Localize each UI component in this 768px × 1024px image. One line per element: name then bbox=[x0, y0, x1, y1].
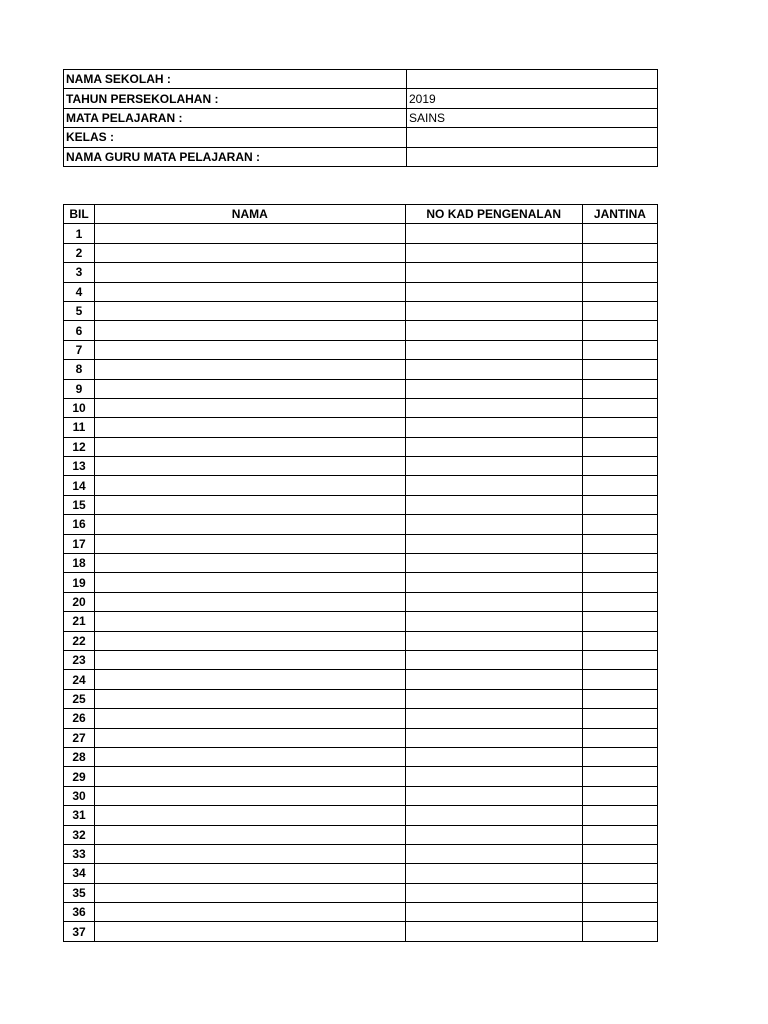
name-cell[interactable] bbox=[95, 922, 406, 941]
gender-cell[interactable] bbox=[582, 573, 657, 592]
table-row bbox=[64, 476, 658, 495]
ic-number-cell[interactable] bbox=[405, 650, 582, 669]
info-label: MATA PELAJARAN : bbox=[64, 108, 407, 127]
name-cell[interactable] bbox=[95, 825, 406, 844]
row-number: 32 bbox=[64, 825, 95, 844]
name-cell[interactable] bbox=[95, 689, 406, 708]
row-number: 12 bbox=[64, 437, 95, 456]
table-row bbox=[64, 806, 658, 825]
ic-number-cell[interactable] bbox=[405, 263, 582, 282]
name-cell[interactable] bbox=[95, 844, 406, 863]
gender-cell[interactable] bbox=[582, 806, 657, 825]
ic-number-cell[interactable] bbox=[405, 379, 582, 398]
row-number: 14 bbox=[64, 476, 95, 495]
table-row bbox=[64, 340, 658, 359]
name-cell[interactable] bbox=[95, 573, 406, 592]
row-number: 18 bbox=[64, 554, 95, 573]
ic-number-cell[interactable] bbox=[405, 457, 582, 476]
gender-cell[interactable] bbox=[582, 650, 657, 669]
ic-number-cell[interactable] bbox=[405, 670, 582, 689]
info-value-field[interactable] bbox=[407, 128, 658, 147]
ic-number-cell[interactable] bbox=[405, 786, 582, 805]
row-number: 22 bbox=[64, 631, 95, 650]
gender-cell[interactable] bbox=[582, 360, 657, 379]
name-cell[interactable] bbox=[95, 864, 406, 883]
ic-number-cell[interactable] bbox=[405, 631, 582, 650]
row-number: 19 bbox=[64, 573, 95, 592]
row-number: 25 bbox=[64, 689, 95, 708]
gender-cell[interactable] bbox=[582, 340, 657, 359]
name-cell[interactable] bbox=[95, 728, 406, 747]
name-cell[interactable] bbox=[95, 515, 406, 534]
table-row bbox=[64, 243, 658, 262]
table-row bbox=[64, 437, 658, 456]
gender-cell[interactable] bbox=[582, 224, 657, 243]
ic-number-cell[interactable] bbox=[405, 476, 582, 495]
row-number: 34 bbox=[64, 864, 95, 883]
table-row bbox=[64, 573, 658, 592]
info-value-field[interactable]: 2019 bbox=[407, 89, 658, 108]
name-cell[interactable] bbox=[95, 437, 406, 456]
ic-number-cell[interactable] bbox=[405, 864, 582, 883]
info-row bbox=[64, 108, 658, 127]
header-bil: BIL bbox=[64, 205, 95, 224]
row-number: 10 bbox=[64, 398, 95, 417]
row-number: 21 bbox=[64, 612, 95, 631]
gender-cell[interactable] bbox=[582, 689, 657, 708]
ic-number-cell[interactable] bbox=[405, 689, 582, 708]
row-number: 33 bbox=[64, 844, 95, 863]
row-number: 15 bbox=[64, 495, 95, 514]
name-cell[interactable] bbox=[95, 592, 406, 611]
name-cell[interactable] bbox=[95, 301, 406, 320]
gender-cell[interactable] bbox=[582, 592, 657, 611]
ic-number-cell[interactable] bbox=[405, 903, 582, 922]
ic-number-cell[interactable] bbox=[405, 612, 582, 631]
name-cell[interactable] bbox=[95, 224, 406, 243]
ic-number-cell[interactable] bbox=[405, 418, 582, 437]
table-row bbox=[64, 689, 658, 708]
gender-cell[interactable] bbox=[582, 301, 657, 320]
ic-number-cell[interactable] bbox=[405, 321, 582, 340]
row-number: 11 bbox=[64, 418, 95, 437]
gender-cell[interactable] bbox=[582, 631, 657, 650]
row-number: 27 bbox=[64, 728, 95, 747]
ic-number-cell[interactable] bbox=[405, 554, 582, 573]
table-row bbox=[64, 903, 658, 922]
gender-cell[interactable] bbox=[582, 437, 657, 456]
table-row bbox=[64, 495, 658, 514]
name-cell[interactable] bbox=[95, 903, 406, 922]
row-number: 9 bbox=[64, 379, 95, 398]
row-number: 31 bbox=[64, 806, 95, 825]
name-cell[interactable] bbox=[95, 379, 406, 398]
row-number: 23 bbox=[64, 650, 95, 669]
gender-cell[interactable] bbox=[582, 709, 657, 728]
name-cell[interactable] bbox=[95, 883, 406, 902]
gender-cell[interactable] bbox=[582, 379, 657, 398]
table-row bbox=[64, 864, 658, 883]
name-cell[interactable] bbox=[95, 476, 406, 495]
table-row bbox=[64, 515, 658, 534]
ic-number-cell[interactable] bbox=[405, 767, 582, 786]
row-number: 17 bbox=[64, 534, 95, 553]
gender-cell[interactable] bbox=[582, 786, 657, 805]
row-number: 24 bbox=[64, 670, 95, 689]
row-number: 2 bbox=[64, 243, 95, 262]
table-row bbox=[64, 786, 658, 805]
table-row bbox=[64, 398, 658, 417]
gender-cell[interactable] bbox=[582, 554, 657, 573]
table-row bbox=[64, 728, 658, 747]
gender-cell[interactable] bbox=[582, 534, 657, 553]
row-number: 3 bbox=[64, 263, 95, 282]
row-number: 4 bbox=[64, 282, 95, 301]
table-row bbox=[64, 825, 658, 844]
info-label: KELAS : bbox=[64, 128, 407, 147]
table-row bbox=[64, 534, 658, 553]
ic-number-cell[interactable] bbox=[405, 534, 582, 553]
table-row bbox=[64, 301, 658, 320]
ic-number-cell[interactable] bbox=[405, 495, 582, 514]
name-cell[interactable] bbox=[95, 243, 406, 262]
row-number: 20 bbox=[64, 592, 95, 611]
gender-cell[interactable] bbox=[582, 844, 657, 863]
table-row bbox=[64, 379, 658, 398]
ic-number-cell[interactable] bbox=[405, 806, 582, 825]
header-no-kad-pengenalan: NO KAD PENGENALAN bbox=[405, 205, 582, 224]
name-cell[interactable] bbox=[95, 806, 406, 825]
gender-cell[interactable] bbox=[582, 767, 657, 786]
table-row bbox=[64, 844, 658, 863]
table-row bbox=[64, 767, 658, 786]
name-cell[interactable] bbox=[95, 263, 406, 282]
gender-cell[interactable] bbox=[582, 864, 657, 883]
ic-number-cell[interactable] bbox=[405, 883, 582, 902]
info-value-field[interactable] bbox=[407, 70, 658, 89]
row-number: 36 bbox=[64, 903, 95, 922]
gender-cell[interactable] bbox=[582, 495, 657, 514]
gender-cell[interactable] bbox=[582, 612, 657, 631]
gender-cell[interactable] bbox=[582, 418, 657, 437]
info-label: TAHUN PERSEKOLAHAN : bbox=[64, 89, 407, 108]
info-row bbox=[64, 147, 658, 166]
header-jantina: JANTINA bbox=[582, 205, 657, 224]
ic-number-cell[interactable] bbox=[405, 573, 582, 592]
name-cell[interactable] bbox=[95, 650, 406, 669]
gender-cell[interactable] bbox=[582, 825, 657, 844]
name-cell[interactable] bbox=[95, 495, 406, 514]
table-row bbox=[64, 360, 658, 379]
name-cell[interactable] bbox=[95, 398, 406, 417]
row-number: 8 bbox=[64, 360, 95, 379]
table-row bbox=[64, 321, 658, 340]
ic-number-cell[interactable] bbox=[405, 437, 582, 456]
name-cell[interactable] bbox=[95, 554, 406, 573]
ic-number-cell[interactable] bbox=[405, 515, 582, 534]
info-row bbox=[64, 89, 658, 108]
gender-cell[interactable] bbox=[582, 747, 657, 766]
gender-cell[interactable] bbox=[582, 398, 657, 417]
info-row bbox=[64, 70, 658, 89]
row-number: 1 bbox=[64, 224, 95, 243]
table-row bbox=[64, 457, 658, 476]
row-number: 29 bbox=[64, 767, 95, 786]
ic-number-cell[interactable] bbox=[405, 360, 582, 379]
row-number: 6 bbox=[64, 321, 95, 340]
name-cell[interactable] bbox=[95, 612, 406, 631]
table-row bbox=[64, 670, 658, 689]
table-row bbox=[64, 224, 658, 243]
name-cell[interactable] bbox=[95, 457, 406, 476]
name-cell[interactable] bbox=[95, 360, 406, 379]
table-row bbox=[64, 747, 658, 766]
gender-cell[interactable] bbox=[582, 922, 657, 941]
info-label: NAMA SEKOLAH : bbox=[64, 70, 407, 89]
ic-number-cell[interactable] bbox=[405, 747, 582, 766]
header-nama: NAMA bbox=[95, 205, 406, 224]
table-row bbox=[64, 883, 658, 902]
gender-cell[interactable] bbox=[582, 476, 657, 495]
name-cell[interactable] bbox=[95, 321, 406, 340]
ic-number-cell[interactable] bbox=[405, 709, 582, 728]
gender-cell[interactable] bbox=[582, 243, 657, 262]
ic-number-cell[interactable] bbox=[405, 922, 582, 941]
ic-number-cell[interactable] bbox=[405, 844, 582, 863]
name-cell[interactable] bbox=[95, 767, 406, 786]
school-info-table bbox=[63, 69, 658, 167]
student-list-table bbox=[63, 204, 658, 942]
gender-cell[interactable] bbox=[582, 670, 657, 689]
ic-number-cell[interactable] bbox=[405, 243, 582, 262]
table-row bbox=[64, 418, 658, 437]
row-number: 28 bbox=[64, 747, 95, 766]
row-number: 13 bbox=[64, 457, 95, 476]
table-row bbox=[64, 709, 658, 728]
gender-cell[interactable] bbox=[582, 883, 657, 902]
ic-number-cell[interactable] bbox=[405, 224, 582, 243]
row-number: 16 bbox=[64, 515, 95, 534]
row-number: 7 bbox=[64, 340, 95, 359]
row-number: 37 bbox=[64, 922, 95, 941]
table-row bbox=[64, 554, 658, 573]
table-row bbox=[64, 650, 658, 669]
table-header-row bbox=[64, 205, 658, 224]
table-row bbox=[64, 922, 658, 941]
ic-number-cell[interactable] bbox=[405, 592, 582, 611]
gender-cell[interactable] bbox=[582, 515, 657, 534]
table-row bbox=[64, 282, 658, 301]
ic-number-cell[interactable] bbox=[405, 728, 582, 747]
name-cell[interactable] bbox=[95, 282, 406, 301]
info-label: NAMA GURU MATA PELAJARAN : bbox=[64, 147, 407, 166]
info-value-field[interactable] bbox=[407, 147, 658, 166]
ic-number-cell[interactable] bbox=[405, 340, 582, 359]
ic-number-cell[interactable] bbox=[405, 301, 582, 320]
gender-cell[interactable] bbox=[582, 457, 657, 476]
row-number: 30 bbox=[64, 786, 95, 805]
table-row bbox=[64, 612, 658, 631]
info-row bbox=[64, 128, 658, 147]
ic-number-cell[interactable] bbox=[405, 282, 582, 301]
name-cell[interactable] bbox=[95, 534, 406, 553]
name-cell[interactable] bbox=[95, 631, 406, 650]
name-cell[interactable] bbox=[95, 340, 406, 359]
gender-cell[interactable] bbox=[582, 728, 657, 747]
name-cell[interactable] bbox=[95, 709, 406, 728]
row-number: 35 bbox=[64, 883, 95, 902]
row-number: 5 bbox=[64, 301, 95, 320]
table-row bbox=[64, 592, 658, 611]
gender-cell[interactable] bbox=[582, 282, 657, 301]
name-cell[interactable] bbox=[95, 786, 406, 805]
table-row bbox=[64, 263, 658, 282]
info-value-field[interactable]: SAINS bbox=[407, 108, 658, 127]
name-cell[interactable] bbox=[95, 670, 406, 689]
ic-number-cell[interactable] bbox=[405, 825, 582, 844]
table-row bbox=[64, 631, 658, 650]
row-number: 26 bbox=[64, 709, 95, 728]
name-cell[interactable] bbox=[95, 418, 406, 437]
gender-cell[interactable] bbox=[582, 263, 657, 282]
ic-number-cell[interactable] bbox=[405, 398, 582, 417]
gender-cell[interactable] bbox=[582, 321, 657, 340]
gender-cell[interactable] bbox=[582, 903, 657, 922]
name-cell[interactable] bbox=[95, 747, 406, 766]
